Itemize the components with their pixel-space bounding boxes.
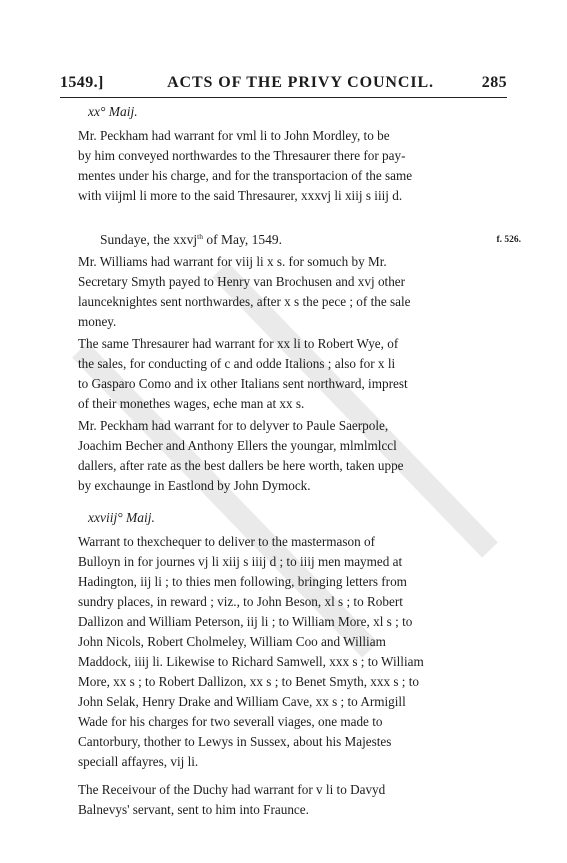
- text-line: mentes under his charge, and for the transportacion of the same: [78, 168, 413, 183]
- folio-note: f. 526.: [496, 235, 521, 245]
- date-heading-xxviij-maij: xxviij° Maij.: [88, 510, 155, 525]
- header-title: ACTS OF THE PRIVY COUNCIL.: [167, 74, 434, 91]
- page-number: 285: [481, 74, 507, 91]
- text-line: Wade for his charges for two severall viages, one made to: [78, 714, 383, 729]
- text-line: by exchaunge in Eastlond by John Dymock.: [78, 478, 311, 493]
- header-rule: [60, 97, 507, 98]
- text-line: The same Thresaurer had warrant for xx li to Robert Wye, of: [78, 336, 399, 351]
- text-line: John Nicols, Robert Cholmeley, William Coo and William: [78, 634, 386, 649]
- text-line: with viijml li more to the said Thresaurer, xxxvj li xiij s iiij d.: [78, 188, 403, 203]
- date-heading-sunday: [100, 232, 282, 248]
- text-line: Joachim Becher and Anthony Ellers the youngar, mlmlmlccl: [78, 438, 397, 453]
- text-line: launceknightes sent northwardes, after x s the pece ; of the sale: [78, 294, 411, 309]
- paragraph-exchequer-warrant: [64, 532, 514, 772]
- paragraph-peckham-dallers: [64, 416, 514, 496]
- text-line: The Receivour of the Duchy had warrant for v li to Davyd: [78, 782, 386, 797]
- text-line: Cantorbury, thother to Lewys in Sussex, about his Majestes: [78, 734, 392, 749]
- paragraph-receivour-duchy: [64, 780, 514, 820]
- paragraph-peckham-mordley: [64, 126, 514, 206]
- sunday-text: Sundaye, the xxvj: [100, 232, 198, 247]
- text-line: of their monethes wages, eche man at xx s.: [78, 396, 305, 411]
- text-line: More, xx s ; to Robert Dallizon, xx s ; to Benet Smyth, xxx s ; to: [78, 674, 420, 689]
- text-line: Warrant to thexchequer to deliver to the mastermason of: [78, 534, 376, 549]
- text-line: Mr. Peckham had warrant for to delyver to Paule Saerpole,: [78, 418, 389, 433]
- text-line: speciall affayres, vij li.: [78, 754, 199, 769]
- text-line: money.: [78, 314, 117, 329]
- text-line: Hadington, iij li ; to thies men following, bringing letters from: [78, 574, 407, 589]
- text-line: John Selak, Henry Drake and William Cave, xx s ; to Armigill: [78, 694, 406, 709]
- text-line: by him conveyed northwardes to the Thresaurer there for pay-: [78, 148, 406, 163]
- text-line: Mr. Peckham had warrant for vml li to John Mordley, to be: [78, 128, 390, 143]
- running-header: [60, 74, 507, 96]
- date-heading-xx-maij: xx° Maij.: [88, 104, 138, 119]
- paragraph-thresaurer-italians: [64, 334, 514, 414]
- sunday-rest: of May, 1549.: [202, 232, 282, 247]
- sunday-sup: th: [197, 232, 203, 241]
- text-line: Bulloyn in for journes vj li xiij s iiij d ; to iiij men maymed at: [78, 554, 403, 569]
- text-line: Maddock, iiij li. Likewise to Richard Samwell, xxx s ; to William: [78, 654, 424, 669]
- text-line: Mr. Williams had warrant for viij li x s. for somuch by Mr.: [78, 254, 387, 269]
- text-line: Dallizon and William Peterson, iij li ; to William More, xl s ; to: [78, 614, 413, 629]
- text-line: the sales, for conducting of c and odde Italions ; also for x li: [78, 356, 396, 371]
- text-line: Secretary Smyth payed to Henry van Brochusen and xvj other: [78, 274, 406, 289]
- text-line: Balnevys' servant, sent to him into Fraunce.: [78, 802, 309, 817]
- header-year: 1549.]: [60, 74, 104, 91]
- text-line: sundry places, in reward ; viz., to John Beson, xl s ; to Robert: [78, 594, 403, 609]
- text-line: to Gasparo Como and ix other Italians sent northward, imprest: [78, 376, 408, 391]
- paragraph-williams: [64, 252, 514, 332]
- text-line: dallers, after rate as the best dallers be here worth, taken uppe: [78, 458, 404, 473]
